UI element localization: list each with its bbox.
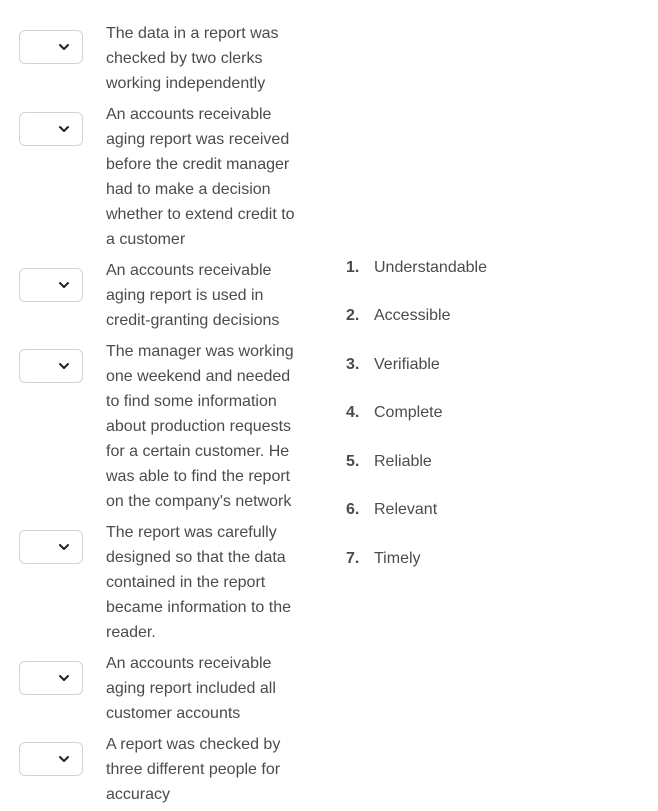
answer-label: Reliable bbox=[374, 453, 432, 470]
prompt-line: whether to extend credit to bbox=[106, 206, 295, 223]
prompt-line: to find some information bbox=[106, 393, 277, 410]
answer-select-6[interactable] bbox=[19, 661, 83, 695]
prompt-text-5 bbox=[106, 520, 328, 645]
prompt-line: aging report was received bbox=[106, 131, 290, 148]
prompt-line: working independently bbox=[106, 75, 266, 92]
prompt-line: contained in the report bbox=[106, 574, 266, 591]
answer-label: Relevant bbox=[374, 501, 438, 518]
chevron-down-icon bbox=[57, 540, 71, 554]
answer-label: Verifiable bbox=[374, 356, 440, 373]
prompt-line: accuracy bbox=[106, 786, 171, 803]
answer-choice-7 bbox=[346, 549, 421, 569]
prompt-line: A report was checked by bbox=[106, 736, 281, 753]
prompt-line: reader. bbox=[106, 624, 156, 641]
answer-choice-5 bbox=[346, 452, 432, 472]
answer-select-1[interactable] bbox=[19, 30, 83, 64]
answer-number: 3. bbox=[346, 356, 360, 373]
prompt-line: customer accounts bbox=[106, 705, 241, 722]
answer-number: 5. bbox=[346, 453, 360, 470]
prompt-line: was able to find the report bbox=[106, 468, 291, 485]
answer-choice-1 bbox=[346, 258, 487, 278]
prompt-text-6 bbox=[106, 651, 328, 726]
prompt-line: The manager was working bbox=[106, 343, 294, 360]
answer-select-4[interactable] bbox=[19, 349, 83, 383]
prompt-line: had to make a decision bbox=[106, 181, 271, 198]
answer-number: 7. bbox=[346, 550, 360, 567]
prompt-line: a customer bbox=[106, 231, 186, 248]
prompt-line: credit-granting decisions bbox=[106, 312, 280, 329]
prompt-line: aging report is used in bbox=[106, 287, 264, 304]
answer-select-3[interactable] bbox=[19, 268, 83, 302]
answer-choice-2 bbox=[346, 306, 450, 326]
answer-choice-3 bbox=[346, 355, 440, 375]
prompt-text-1 bbox=[106, 21, 328, 96]
answer-number: 1. bbox=[346, 259, 360, 276]
prompt-line: for a certain customer. He bbox=[106, 443, 290, 460]
answer-number: 2. bbox=[346, 307, 360, 324]
answer-number: 6. bbox=[346, 501, 360, 518]
answer-label: Accessible bbox=[374, 307, 451, 324]
chevron-down-icon bbox=[57, 122, 71, 136]
prompt-line: aging report included all bbox=[106, 680, 276, 697]
prompt-text-7 bbox=[106, 732, 328, 807]
answer-number: 4. bbox=[346, 404, 360, 421]
prompt-line: An accounts receivable bbox=[106, 655, 272, 672]
prompt-line: The data in a report was bbox=[106, 25, 279, 42]
prompt-line: An accounts receivable bbox=[106, 262, 272, 279]
prompt-text-2 bbox=[106, 102, 328, 252]
prompt-line: on the company's network bbox=[106, 493, 292, 510]
chevron-down-icon bbox=[57, 752, 71, 766]
chevron-down-icon bbox=[57, 40, 71, 54]
answer-label: Understandable bbox=[374, 259, 487, 276]
answer-select-2[interactable] bbox=[19, 112, 83, 146]
prompt-text-3 bbox=[106, 258, 328, 333]
prompt-line: checked by two clerks bbox=[106, 50, 263, 67]
chevron-down-icon bbox=[57, 671, 71, 685]
answer-choice-6 bbox=[346, 500, 437, 520]
prompt-line: An accounts receivable bbox=[106, 106, 272, 123]
prompt-line: one weekend and needed bbox=[106, 368, 291, 385]
answer-select-5[interactable] bbox=[19, 530, 83, 564]
prompt-line: before the credit manager bbox=[106, 156, 290, 173]
answer-label: Timely bbox=[374, 550, 421, 567]
prompt-line: The report was carefully bbox=[106, 524, 277, 541]
answer-label: Complete bbox=[374, 404, 443, 421]
prompt-line: about production requests bbox=[106, 418, 292, 435]
chevron-down-icon bbox=[57, 278, 71, 292]
prompt-line: designed so that the data bbox=[106, 549, 286, 566]
answer-select-7[interactable] bbox=[19, 742, 83, 776]
chevron-down-icon bbox=[57, 359, 71, 373]
prompt-line: became information to the bbox=[106, 599, 291, 616]
answer-choice-4 bbox=[346, 403, 442, 423]
prompt-line: three different people for bbox=[106, 761, 281, 778]
prompt-text-4 bbox=[106, 339, 328, 514]
